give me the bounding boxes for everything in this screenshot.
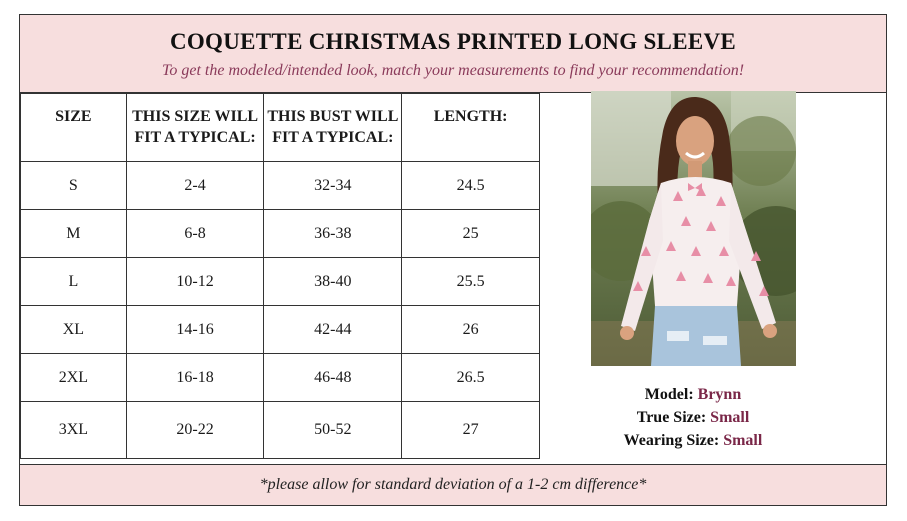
cell-length: 25.5 [402, 258, 540, 306]
cell-size: 2XL [21, 354, 127, 402]
header-size: SIZE [21, 94, 127, 162]
model-photo-image [591, 91, 796, 366]
wearing-size-line [520, 432, 866, 450]
true-size-value: Small [710, 409, 750, 426]
cell-bust: 38-40 [264, 258, 402, 306]
footer-band [20, 464, 886, 505]
cell-fit-size: 10-12 [126, 258, 264, 306]
table-row [21, 306, 540, 354]
cell-size: 3XL [21, 402, 127, 459]
cell-size: L [21, 258, 127, 306]
cell-fit-size: 6-8 [126, 210, 264, 258]
cell-size: M [21, 210, 127, 258]
header-band [20, 15, 886, 93]
table-row [21, 354, 540, 402]
footnote: *please allow for standard deviation of a 1-2 cm difference* [259, 476, 647, 493]
header-bust: THIS BUST WILL FIT A TYPICAL: [264, 94, 402, 162]
model-name: Brynn [697, 386, 742, 403]
cell-bust: 36-38 [264, 210, 402, 258]
cell-fit-size: 2-4 [126, 162, 264, 210]
cell-fit-size: 20-22 [126, 402, 264, 459]
model-photo [591, 91, 796, 366]
table-header-row [21, 94, 540, 162]
model-label: Model: [644, 386, 694, 403]
wearing-size-value: Small [723, 432, 763, 449]
cell-fit-size: 14-16 [126, 306, 264, 354]
cell-length: 26.5 [402, 354, 540, 402]
page-subtitle: To get the modeled/intended look, match your measurements to find your recommendation! [161, 62, 745, 79]
page-title: COQUETTE CHRISTMAS PRINTED LONG SLEEVE [169, 29, 737, 54]
true-size-line [520, 409, 866, 427]
cell-bust: 42-44 [264, 306, 402, 354]
header-fit-size: THIS SIZE WILL FIT A TYPICAL: [126, 94, 264, 162]
table-row [21, 162, 540, 210]
cell-length: 26 [402, 306, 540, 354]
header-length: LENGTH: [402, 94, 540, 162]
table-row [21, 258, 540, 306]
wearing-size-label: Wearing Size: [623, 432, 720, 449]
cell-length: 27 [402, 402, 540, 459]
cell-length: 25 [402, 210, 540, 258]
table-row [21, 210, 540, 258]
cell-bust: 50-52 [264, 402, 402, 459]
model-name-line [520, 386, 866, 404]
cell-size: XL [21, 306, 127, 354]
cell-fit-size: 16-18 [126, 354, 264, 402]
table-row [21, 402, 540, 459]
true-size-label: True Size: [636, 409, 707, 426]
cell-size: S [21, 162, 127, 210]
size-table [20, 93, 540, 459]
cell-length: 24.5 [402, 162, 540, 210]
cell-bust: 46-48 [264, 354, 402, 402]
cell-bust: 32-34 [264, 162, 402, 210]
